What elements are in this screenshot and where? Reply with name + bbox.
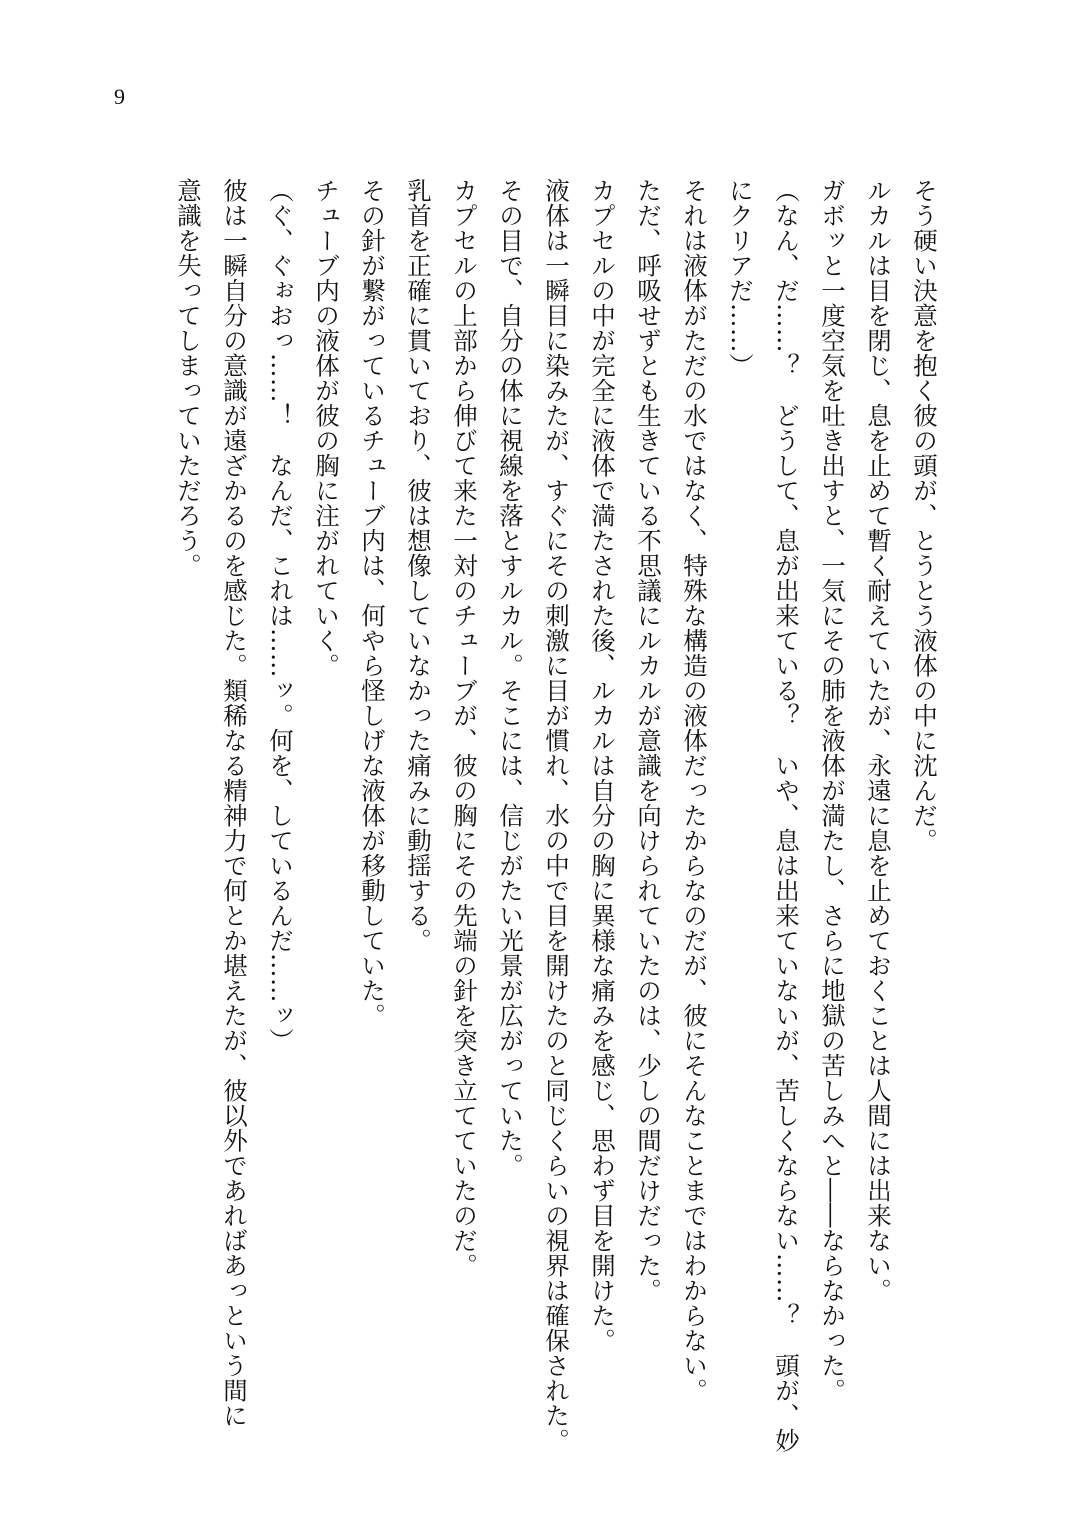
text-line: ルカルは目を閉じ、息を止めて暫く耐えていたが、永遠に息を止めておくことは人間には出来ない。 bbox=[864, 178, 893, 1303]
text-line: 液体は一瞬目に染みたが、すぐにその刺激に目が慣れ、水の中で目を開けたのと同じくらいの視界は確保された。 bbox=[542, 178, 571, 1453]
text-line: その針が繋がっているチューブ内は、何やら怪しげな液体が移動していた。 bbox=[358, 178, 387, 1028]
body-text bbox=[165, 178, 947, 1453]
text-line: 意識を失ってしまっていただろう。 bbox=[174, 178, 203, 578]
text-line: カプセルの中が完全に液体で満たされた後、ルカルは自分の胸に異様な痛みを感じ、思わず目を開けた。 bbox=[588, 178, 617, 1353]
text-line: 乳首を正確に貫いており、彼は想像していなかった痛みに動揺する。 bbox=[404, 178, 433, 953]
text-line: その目で、自分の体に視線を落とすルカル。そこには、信じがたい光景が広がっていた。 bbox=[496, 178, 525, 1178]
text-line: ただ、呼吸せずとも生きている不思議にルカルが意識を向けられていたのは、少しの間だけだった。 bbox=[634, 178, 663, 1303]
page-number: 9 bbox=[114, 84, 125, 109]
text-line: にクリアだ……） bbox=[726, 178, 755, 378]
text-line: （なん、だ……？ どうして、息が出来ている？ いや、息は出来ていないが、苦しくならない……？ 頭が、妙 bbox=[772, 178, 801, 1453]
text-line: チューブ内の液体が彼の胸に注がれていく。 bbox=[312, 178, 341, 678]
text-line: それは液体がただの水ではなく、特殊な構造の液体だったからなのだが、彼にそんなことまではわからない。 bbox=[680, 178, 709, 1403]
text-line: カプセルの上部から伸びて来た一対のチューブが、彼の胸にその先端の針を突き立てていたのだ。 bbox=[450, 178, 479, 1278]
text-line: 彼は一瞬自分の意識が遠ざかるのを感じた。類稀なる精神力で何とか堪えたが、彼以外であればあっという間に bbox=[220, 178, 249, 1428]
text-line: そう硬い決意を抱く彼の頭が、とうとう液体の中に沈んだ。 bbox=[910, 178, 939, 853]
text-line: （ぐ、ぐぉおっ……！ なんだ、これは……ッ。何を、しているんだ……ッ） bbox=[266, 178, 295, 1053]
text-line: ガボッと一度空気を吐き出すと、一気にその肺を液体が満たし、さらに地獄の苦しみへと――ならなかった。 bbox=[818, 178, 847, 1403]
